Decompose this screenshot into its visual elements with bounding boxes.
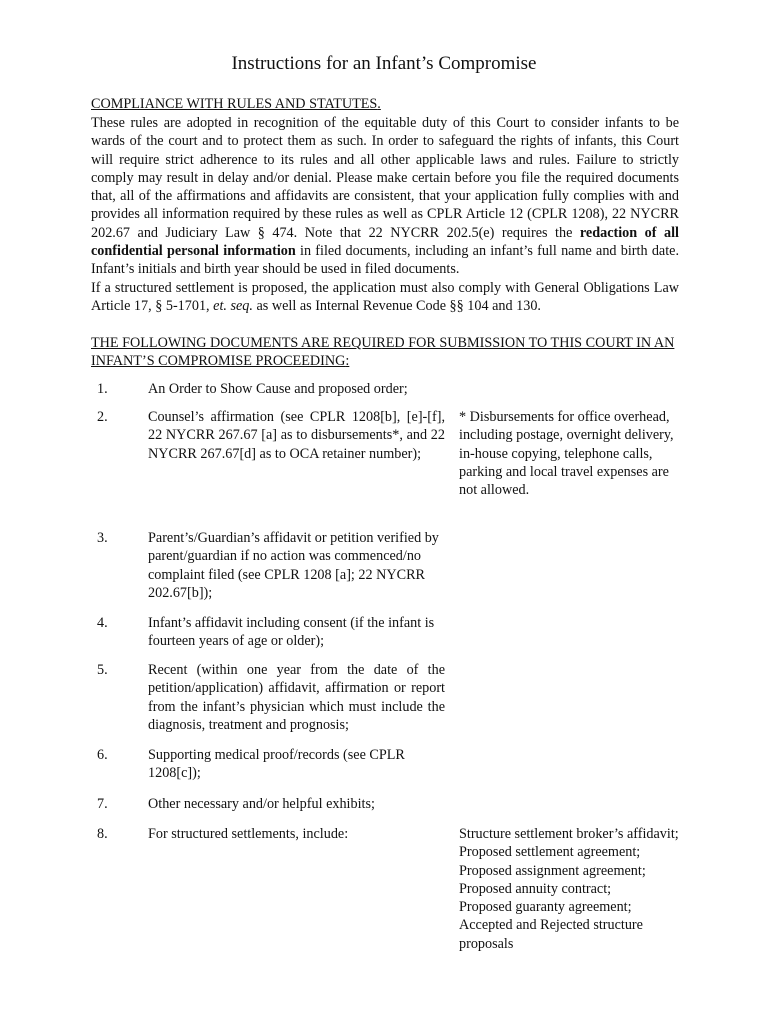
structured-settlement-item: Proposed annuity contract; <box>459 880 612 897</box>
para1-bold-text: redaction of all confidential personal information <box>91 224 679 260</box>
compliance-paragraph-2 <box>91 279 679 316</box>
para1-text-b: in filed documents, including an infant’s full name and birth date. Infant’s initials and birth year should be used in filed documents. <box>91 243 679 278</box>
requirement-number: 6. <box>97 747 108 763</box>
disbursements-footnote: * Disbursements for office overhead, including postage, overnight delivery, in-house copying, telephone calls, parking and local travel expenses are not allowed. <box>459 409 674 499</box>
requirement-number: 3. <box>97 530 108 546</box>
structured-settlement-item: Proposed assignment agreement; <box>459 862 646 879</box>
requirement-text: Recent (within one year from the date of the petition/application) affidavit, affirmation or report from the infant’s physician which must include the diagnosis, treatment and prognosis; <box>148 662 445 733</box>
requirement-text: For structured settlements, include: <box>148 826 349 842</box>
requirement-number: 5. <box>97 662 108 678</box>
requirement-number: 2. <box>97 409 108 425</box>
compliance-heading-tail: . <box>377 96 381 112</box>
para1-text-a: These rules are adopted in recognition of the equitable duty of this Court to consider infants to be wards of the court and to protect them as such. In order to safeguard the rights of infants, this Court will require strict adherence to its rules and all other applicable laws and rules. Failure to strictly comply may result in delay and/or denial. Please make certain before you file the required documents that, all of the affirmations and affidavits are consistent, that your application fully complies with and provides all information required by these rules as well as CPLR Article 12 (CPLR 1208), 22 NYCRR 202.67 and Judiciary Law § 474. Note that 22 NYCRR 202.5(e) requires the <box>91 115 679 241</box>
requirement-number: 4. <box>97 615 108 631</box>
structured-settlement-list <box>459 825 681 953</box>
requirement-text: An Order to Show Cause and proposed order; <box>148 381 408 397</box>
requirement-text: Parent’s/Guardian’s affidavit or petition verified by parent/guardian if no action was commenced/no complaint filed (see CPLR 1208 [a]; 22 NYCRR 202.67[b]); <box>148 530 439 601</box>
para2-text-a: If a structured settlement is proposed, the application must also comply with General Obligations Law Article 17, § 5-1701, <box>91 279 679 314</box>
para2-italic-text: et. seq. <box>213 297 253 314</box>
requirement-number: 7. <box>97 796 108 812</box>
requirement-text: Supporting medical proof/records (see CPLR 1208[c]); <box>148 747 405 782</box>
document-title: Instructions for an Infant’s Compromise <box>231 53 537 74</box>
documents-heading-text: THE FOLLOWING DOCUMENTS ARE REQUIRED FOR SUBMISSION TO THIS COURT IN AN INFANT’S COMPROMISE PROCEEDING <box>91 335 675 370</box>
structured-settlement-item: Proposed settlement agreement; <box>459 844 641 861</box>
documents-heading <box>91 334 681 371</box>
structured-settlement-item: Accepted and Rejected structure proposals <box>459 917 643 952</box>
requirement-number: 8. <box>97 826 108 842</box>
structured-settlement-item: Structure settlement broker’s affidavit; <box>459 826 679 842</box>
requirement-text: Infant’s affidavit including consent (if the infant is fourteen years of age or older); <box>148 615 435 650</box>
structured-settlement-item: Proposed guaranty agreement; <box>459 899 632 916</box>
requirement-text: Other necessary and/or helpful exhibits; <box>148 796 375 812</box>
compliance-paragraph-1 <box>91 114 679 279</box>
requirement-number: 1. <box>97 381 108 397</box>
compliance-heading-text: COMPLIANCE WITH RULES AND STATUTES <box>91 96 378 112</box>
requirement-text: Counsel’s affirmation (see CPLR 1208[b], [e]-[f], 22 NYCRR 267.67 [a] as to disbursements*, and 22 NYCRR 267.67[d] as to OCA retainer number); <box>148 409 445 462</box>
para2-text-b: as well as Internal Revenue Code §§ 104 and 130. <box>252 297 541 314</box>
compliance-body <box>91 114 679 315</box>
documents-heading-tail: : <box>345 353 350 370</box>
compliance-heading <box>91 95 681 113</box>
